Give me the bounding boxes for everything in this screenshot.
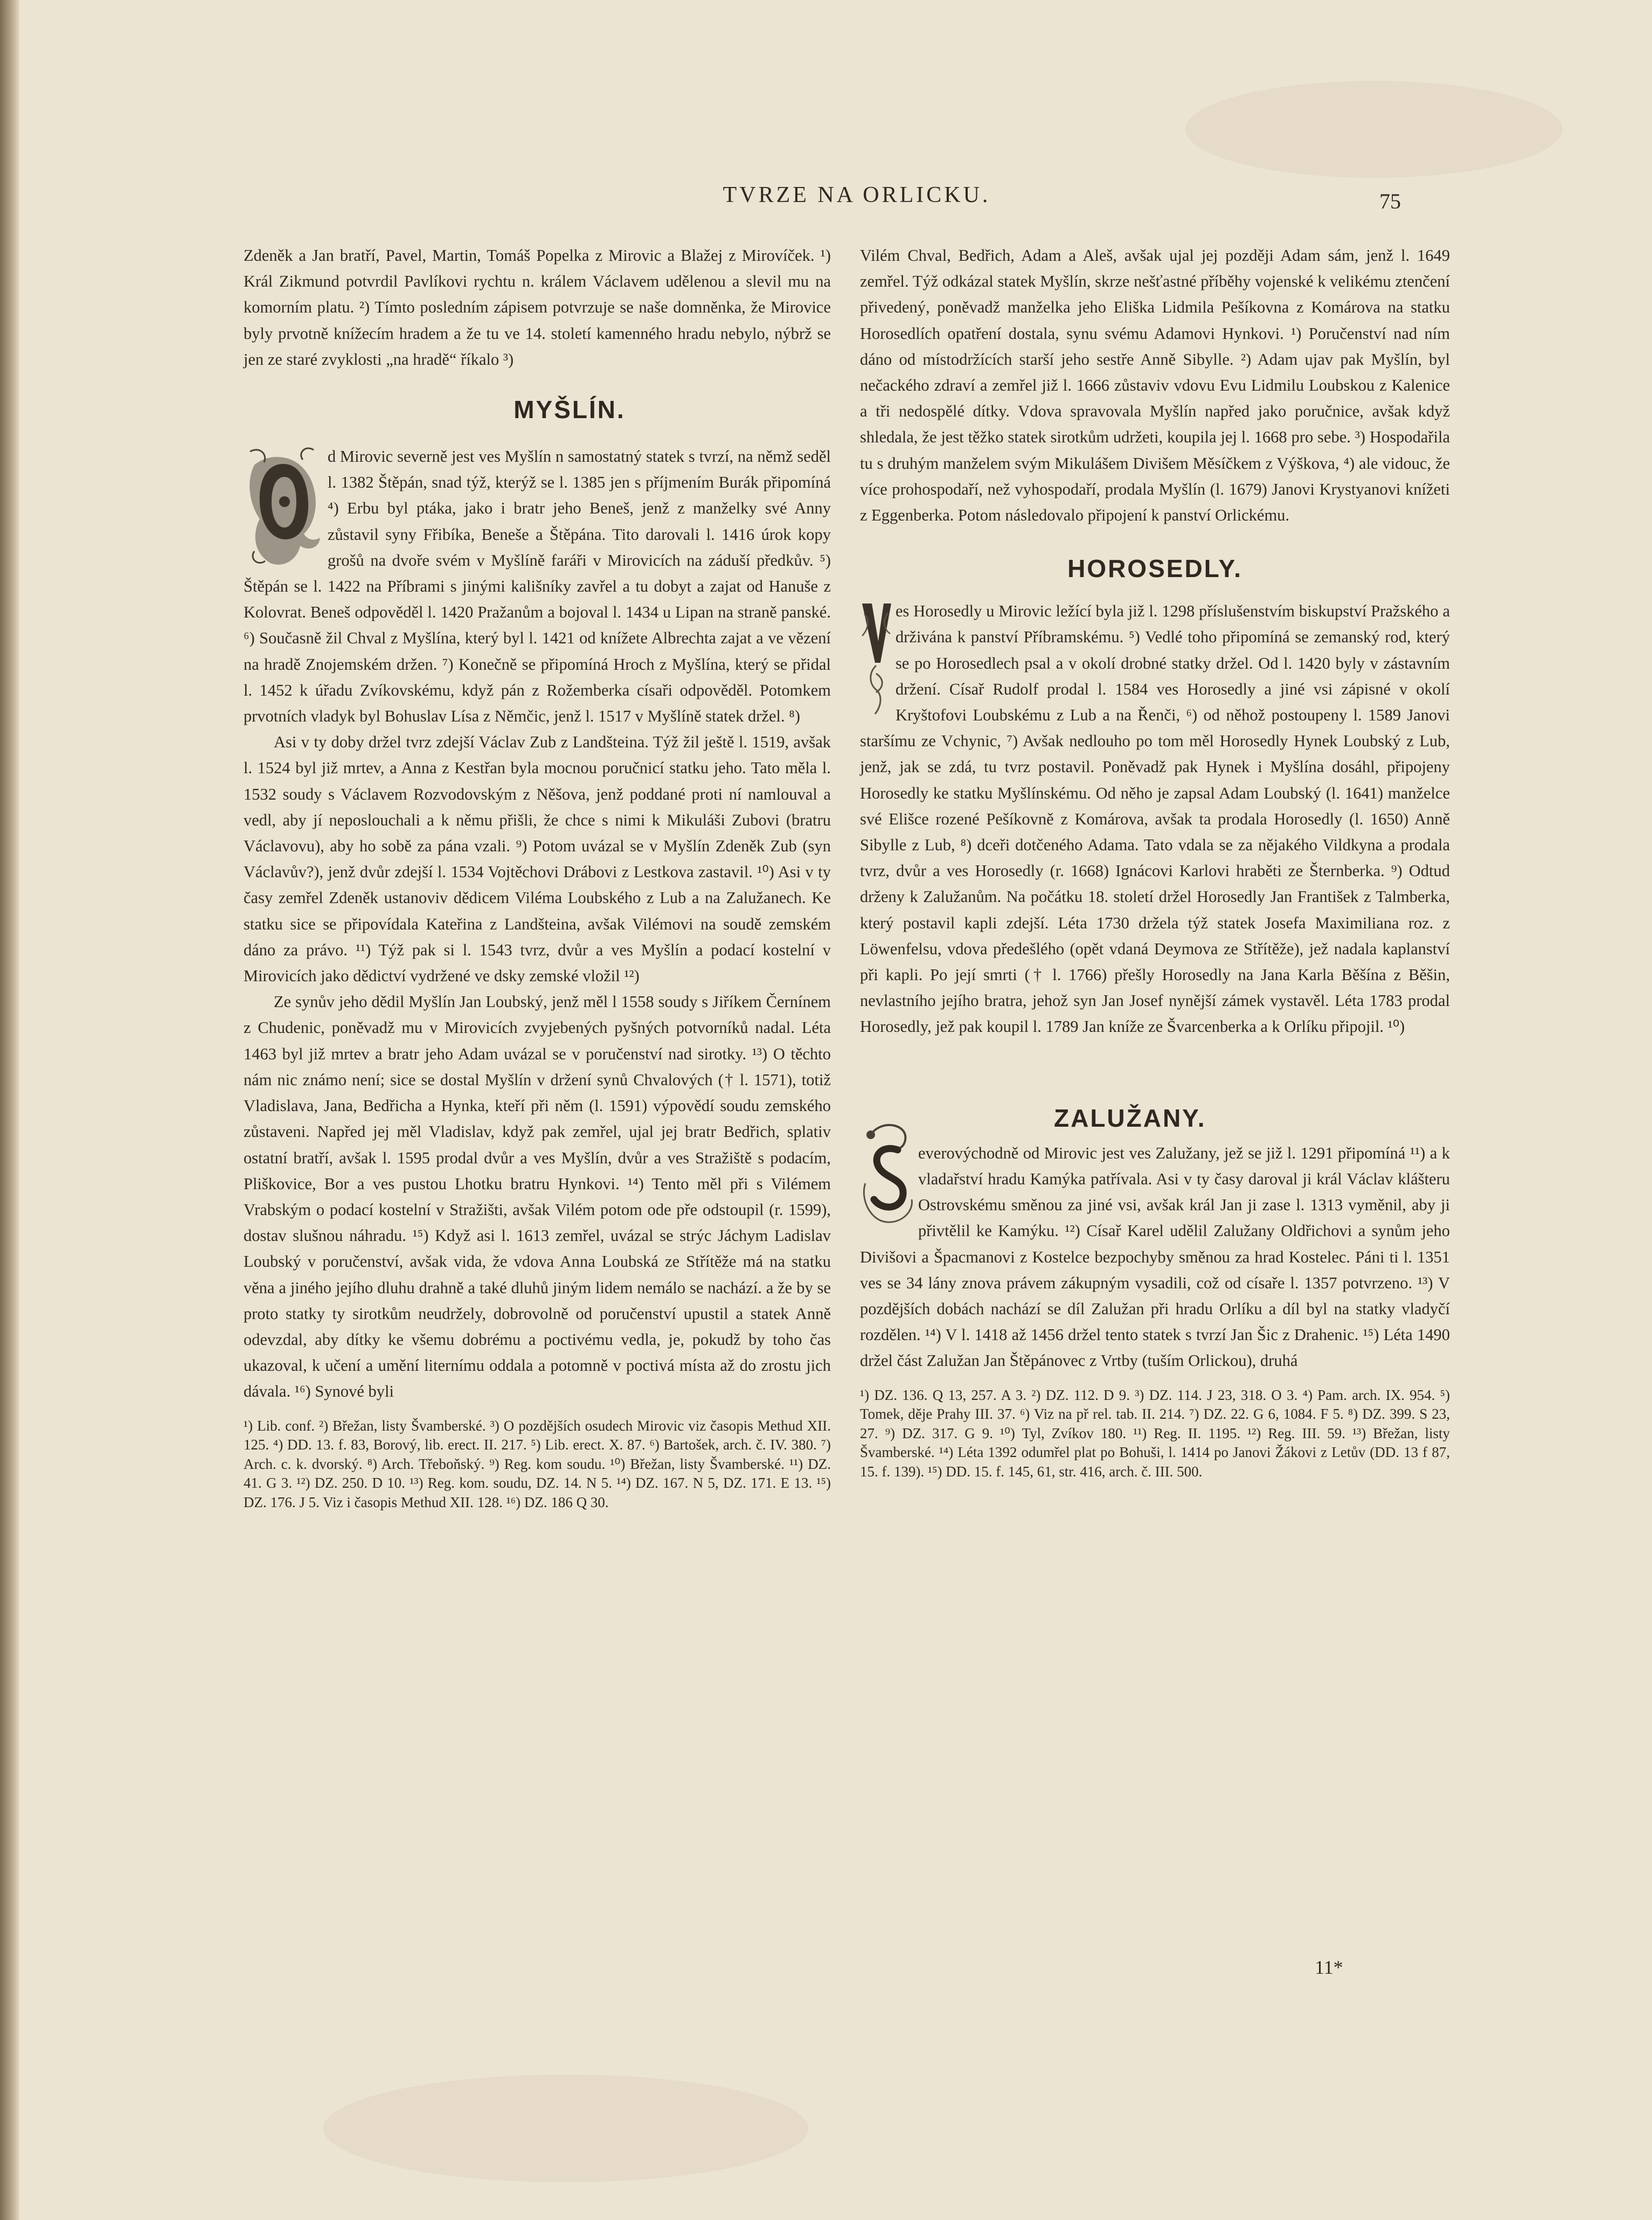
left-column bbox=[244, 242, 831, 1512]
running-header: TVRZE NA ORLICKU. bbox=[723, 183, 991, 207]
myslin-paragraph-1: d Mirovic severně jest ves Myšlín n samostatný statek s tvrzí, na němž seděl l. 1382 Štěpán, snad týž, kterýž se l. 1385 jen s příjmením Burák připomíná ⁴) Erbu byl ptáka, jako i bratr jeho Beneš, jenž z manželky své Anny zůstavil syny Fřibíka, Beneše a Štěpána. Tito darovali l. 1416 úrok kopy grošů na dvoře svém v Myšlíně faráři v Mirovicích na záduší předkův. ⁵) Štěpán se l. 1422 na Příbrami s jinými kališníky zavřel a tu dobyt a zajat od Hanuše z Kolovrat. Beneš odpověděl l. 1420 Pražanům a bojoval l. 1434 u Lipan na straně panské. ⁶) Současně žil Chval z Myšlína, který byl l. 1421 od knížete Albrechta zajat a ve vězení na hradě Znojemském držen. ⁷) Konečně se připomíná Hroch z Myšlína, který se přidal l. 1452 k úřadu Zvíkovskému, když pán z Rožemberka císaři odpověděl. Potomkem prvotních vladyk byl Bohuslav Lísa z Němčic, jenž l. 1517 v Myšlíně statek držel. ⁸) bbox=[244, 447, 831, 726]
right-footnotes: ¹) DZ. 136. Q 13, 257. A 3. ²) DZ. 112. D 9. ³) DZ. 114. J 23, 318. O 3. ⁴) Pam. arch. IX. 954. ⁵) Tomek, děje Prahy III. 37. ⁶) Viz na př rel. tab. II. 214. ⁷) DZ. 22. G 6, 1084. F 5. ⁸) DZ. 399. S 23, 27. ⁹) DZ. 317. G 9. ¹⁰) Tyl, Zvíkov 180. ¹¹) Reg. II. 1195. ¹²) Reg. III. 59. ¹³) Břežan, listy Švamberské. ¹⁴) Léta 1392 odumřel plat po Bohuši, l. 1414 po Janovi Žákovi z Letův (DD. 13 f 87, 15. f. 139). ¹⁵) DD. 15. f. 145, 61, str. 416, arch. č. III. 500. bbox=[860, 1386, 1450, 1480]
signature-mark: 11* bbox=[1315, 1957, 1343, 1978]
ornamental-initial-v bbox=[860, 598, 892, 718]
zaluzany-paragraph: everovýchodně od Mirovic jest ves Zalužany, jež se již l. 1291 připomíná ¹¹) a k vladařství hradu Kamýka patřívala. Asi v ty časy daroval ji král Václav klášteru Ostrovskému směnou za jiné vsi, avšak král Jan ji zase l. 1313 vyměnil, aby ji přivtělil ke Kamýku. ¹²) Císař Karel udělil Zalužany Oldřichovi a synům jeho Divišovi a Špacmanovi z Kostelce bezpochyby směnou za hrad Kostelec. Páni ti l. 1351 ves se 34 lány znova právem zákupným vysadili, což od císaře l. 1357 potvrzeno. ¹³) V pozdějších dobách nachází se díl Zalužan při hradu Orlíku a díl byl na statky vladyčí rozdělen. ¹⁴) V l. 1418 až 1456 držel tento statek s tvrzí Jan Šic z Drahenic. ¹⁵) Léta 1490 držel část Zalužan Jan Štěpánovec z Vrtby (tuším Orlickou), druhá bbox=[860, 1143, 1450, 1370]
horosedly-paragraph: es Horosedly u Mirovic ležící byla již l. 1298 příslušenstvím biskupství Pražského a drživána k panství Příbramskému. ⁵) Vedlé toho připomíná se zemanský rod, který se po Horosedlech psal a v okolí drobné statky držel. Od l. 1420 byly v zástavním držení. Císař Rudolf prodal l. 1584 ves Horosedly a jiné vsi zápisné v okolí Kryštofovi Loubskému z Lub a na Řenči, ⁶) od něhož postoupeny l. 1589 Janovi staršímu ze Vchynic, ⁷) Avšak nedlouho po tom měl Horosedly Hynek Loubský z Lub, jenž, jak se zdá, tu tvrz postavil. Poněvadž pak Hynek i Myšlína dosáhl, připojeny Horosedly ke statku Myšlínskému. Od něho je zapsal Adam Loubský (l. 1641) manželce své Elišce rozené Pešíkovně z Komárova, avšak ta prodala Horosedly (l. 1650) Anně Sibylle z Lub, ⁸) dceři dotčeného Adama. Tato vdala se za nějakého Vildkyna a prodala tvrz, dvůr a ves Horosedly (r. 1668) Ignácovi Karlovi hraběti ze Šternberka. ⁹) Odtud drženy k Zalužanům. Na počátku 18. století držel Horosedly Jan František z Talmberka, který postavil kapli zdejší. Léta 1730 držela týž statek Josefa Maximiliana roz. z Löwenfelsu, vdova předešlého (opět vdaná Deymova ze Střítěže), jež nadala kaplanství při kapli. Po její smrti († l. 1766) přešly Horosedly na Jana Karla Běšína z Běšin, nevlastního jejího bratra, jehož syn Jan Josef nynější zámek vystavěl. Léta 1783 prodal Horosedly, jež pak koupil l. 1789 Jan kníže ze Švarcenberka a k Orlíku připojil. ¹⁰) bbox=[860, 602, 1450, 1036]
ornamental-initial-v-graphic bbox=[860, 598, 892, 718]
myslin-continuation: Vilém Chval, Bedřich, Adam a Aleš, avšak ujal jej později Adam sám, jenž l. 1649 zemřel. Týž odkázal statek Myšlín, skrze nešťastné příběhy vojenské k velikému ztenčení přivedený, poněvadž manželka jeho Eliška Lidmila Pešíkovna z Komárova na statku Horosedlích opatření dostala, synu svému Adamovi Hynkovi. ¹) Poručenství nad ním dáno od místodržících starší jeho sestře Anně Sibylle. ²) Adam ujav pak Myšlín, byl nečackého zdraví a zemřel již l. 1666 zůstaviv vdovu Evu Lidmilu Loubskou z Kalenice a tři nedospělé dítky. Vdova spravovala Myšlín napřed jako poručnice, avšak když shledala, že jest těžko statek sirotkům udržeti, koupila jej l. 1668 pro sebe. ³) Hospodařila tu s druhým manželem svým Mikulášem Divišem Měsíčkem z Výškova, ⁴) ale vidouc, že více prohospodaří, než vyhospodaří, prodala Myšlín (l. 1679) Janovi Krystyanovi knížeti z Eggenberka. Potom následovalo připojení k panství Orlickému. bbox=[860, 246, 1450, 525]
page-binding-edge bbox=[0, 0, 19, 2220]
page-number: 75 bbox=[1379, 189, 1401, 213]
paper-stain bbox=[1185, 81, 1563, 178]
ornamental-initial-o bbox=[244, 443, 323, 567]
left-footnotes: ¹) Lib. conf. ²) Břežan, listy Švamberské. ³) O pozdějších osudech Mirovic viz časopis Methud XII. 125. ⁴) DD. 13. f. 83, Borový, lib. erect. II. 217. ⁵) Lib. erect. X. 87. ⁶) Bartošek, arch. č. IV. 380. ⁷) Arch. c. k. dvorský. ⁸) Arch. Třeboňský. ⁹) Reg. kom soudu. ¹⁰) Břežan, listy Švamberské. ¹¹) DZ. 41. G 3. ¹²) DZ. 250. D 10. ¹³) Reg. kom. soudu, DZ. 14. N 5. ¹⁴) DZ. 167. N 5, DZ. 171. E 13. ¹⁵) DZ. 176. J 5. Viz i časopis Methud XII. 128. ¹⁶) DZ. 186 Q 30. bbox=[244, 1417, 831, 1510]
intro-paragraph: Zdeněk a Jan bratří, Pavel, Martin, Tomáš Popelka z Mirovic a Blažej z Mirovíček. ¹) Král Zikmund potvrdil Pavlíkovi rychtu n. králem Václavem udělenou a slevil mu na komorním platu. ²) Tímto posledním zápisem potvrzuje se naše domněnka, že Mirovice byly prvotně knížecím hradem a že tu ve 14. století kamenného hradu nebylo, nýbrž se jen ze staré zvyklosti „na hradě“ říkalo ³) bbox=[244, 246, 831, 369]
section-heading-horosedly: HOROSEDLY. bbox=[1067, 554, 1243, 583]
right-column bbox=[860, 242, 1450, 1481]
ornamental-initial-s-graphic bbox=[860, 1119, 916, 1226]
section-heading-myslin: MYŠLÍN. bbox=[513, 396, 626, 424]
myslin-paragraph-3: Ze synův jeho dědil Myšlín Jan Loubský, jenž měl l 1558 soudy s Jiříkem Černínem z Chudenic, poněvadž mu v Mirovicích zvyjebených pyšných potvorníků nadal. Léta 1463 byl již mrtev a bratr jeho Adam uvázal se v poručenství nad sirotky. ¹³) O těchto nám nic známo není; sice se dostal Myšlín v držení synů Chvalových († l. 1571), totiž Vladislava, Jana, Bedřicha a Hynka, kteří při něm (l. 1591) výpovědí soudu zemského zůstaveni. Napřed jej měl Vladislav, když pak zemřel, ujal jej bratr Bedřich, splativ ostatní bratří, avšak l. 1595 prodal dvůr a ves Myšlín, dvůr a ves Stražiště s podacím, Pliškovice, Bor a ves pustou Lhotku bratru Hynkovi. ¹⁴) Tento měl při s Vilémem Vrabským o podací kostelní v Stražišti, avšak Vilém potom ode pře odstoupil (r. 1599), dostav slušnou náhradu. ¹⁵) Když asi l. 1613 zemřel, uvázal se strýc Jáchym Ladislav Loubský v poručenství, avšak vida, že vdova Anna Loubská ze Střítěže má na statku věna a jiného jejího dluhu drahně a také dluhů jiným lidem nemálo se nachází. a že by se proto statky ty sirotkům neudržely, dobrovolně od poručenství upustil a statek Anně odevzdal, aby dítky ke všemu dobrému a poctivému vedla, je, pokudž by toho čas ukazoval, k učení a umění liternímu oddala a potomně v poctivá místa až do zrostu jich dávala. ¹⁶) Synové byli bbox=[244, 993, 831, 1401]
myslin-paragraph-2: Asi v ty doby držel tvrz zdejší Václav Zub z Landšteina. Týž žil ještě l. 1519, avšak l. 1524 byl již mrtev, a Anna z Kestřan byla mocnou poručnicí statku jeho. Tato měla l. 1532 soudy s Václavem Rozvodovským z Něšova, jenž poddané proti ní namlouval a vedl, aby jí neposlouchali a k němu přišli, že chce s nimi k Mikuláši Zubovi (bratru Václavovu), aby ho sobě za pána vzali. ⁹) Potom uvázal se v Myšlín Zdeněk Zub (syn Václavův?), jenž dvůr zdejší l. 1534 Vojtěchovi Drábovi z Lestkova zastavil. ¹⁰) Asi v ty časy zemřel Zdeněk ustanoviv dědicem Viléma Loubského z Lub a na Zalužanech. Ke statku sice se připovídala Kateřina z Landšteina, avšak Vilémovi na soudě zemském dáno za právo. ¹¹) Týž pak si l. 1543 tvrz, dvůr a ves Myšlín a podací kostelní v Mirovicích jako dědictví vydržené ve dsky zemské vložil ¹²) bbox=[244, 733, 831, 986]
ornamental-initial-s bbox=[860, 1119, 916, 1226]
ornamental-initial-o-graphic bbox=[244, 443, 323, 567]
paper-stain bbox=[323, 2075, 808, 2182]
section-heading-zaluzany: ZALUŽANY. bbox=[1054, 1104, 1206, 1132]
